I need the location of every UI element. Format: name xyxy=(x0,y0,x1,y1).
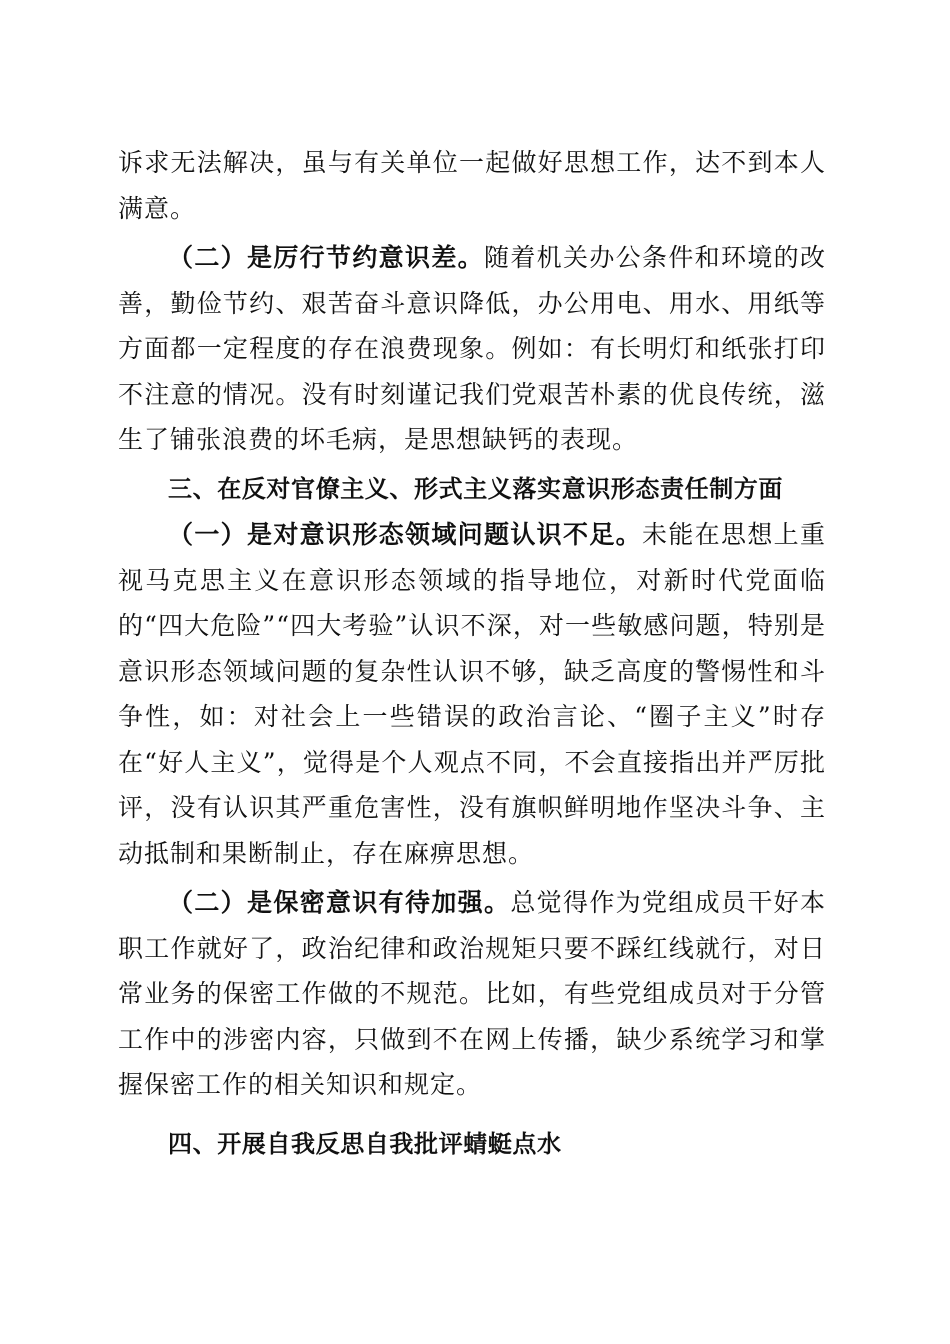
paragraph-lead: （二）是厉行节约意识差。 xyxy=(168,243,484,272)
section-heading-3: 三、在反对官僚主义、形式主义落实意识形态责任制方面 xyxy=(168,474,783,503)
paragraph-continuation: 诉求无法解决，虽与有关单位一起做好思想工作，达不到本人满意。 xyxy=(118,148,826,223)
paragraph-ideology xyxy=(118,512,826,876)
paragraph-confidentiality xyxy=(118,880,826,1108)
paragraph-text: 未能在思想上重视马克思主义在意识形态领域的指导地位，对新时代党面临的“四大危险”“四大考验”认识不深，对一些敏感问题，特别是意识形态领域问题的复杂性认识不够，缺乏高度的警惕性和斗争性，如：对社会上一些错误的政治言论、“圈子主义”时存在“好人主义”，觉得是个人观点不同，不会直接指出并严厉批评，没有认识其严重危害性，没有旗帜鲜明地作坚决斗争、主动抵制和果断制止，存在麻痹思想。 xyxy=(118,520,826,868)
paragraph-text: 随着机关办公条件和环境的改善，勤俭节约、艰苦奋斗意识降低，办公用电、用水、用纸等方面都一定程度的存在浪费现象。例如：有长明灯和纸张打印不注意的情况。没有时刻谨记我们党艰苦朴素的优良传统，滋生了铺张浪费的坏毛病，是思想缺钙的表现。 xyxy=(118,243,826,454)
paragraph-frugality xyxy=(118,235,826,463)
paragraph-lead: （一）是对意识形态领域问题认识不足。 xyxy=(168,520,642,549)
paragraph-lead: （二）是保密意识有待加强。 xyxy=(168,888,511,917)
section-heading-4: 四、开展自我反思自我批评蜻蜓点水 xyxy=(168,1129,562,1158)
spacer xyxy=(118,1108,826,1122)
document-body xyxy=(118,140,826,1167)
paragraph-text: 总觉得作为党组成员干好本职工作就好了，政治纪律和政治规矩只要不踩红线就行，对日常业务的保密工作做的不规范。比如，有些党组成员对于分管工作中的涉密内容，只做到不在网上传播，缺少系统学习和掌握保密工作的相关知识和规定。 xyxy=(118,888,826,1099)
